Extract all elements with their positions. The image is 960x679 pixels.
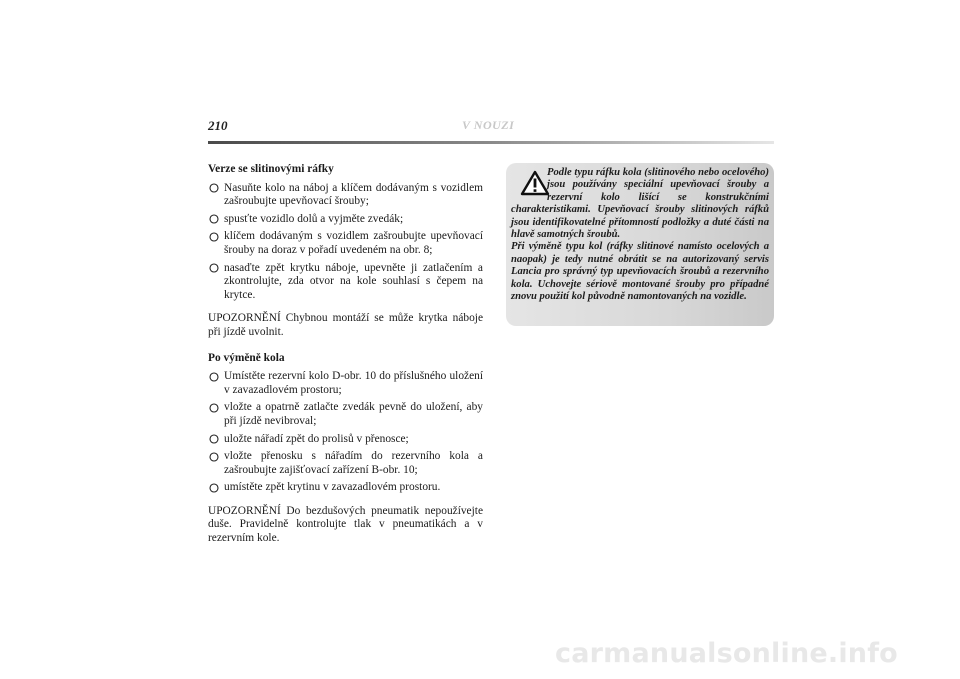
list-item — [208, 401, 483, 428]
list-item — [208, 182, 483, 209]
header-rule — [208, 141, 774, 144]
after-note: UPOZORNĚNÍ Do bezdušových pneumatik nepoužívejte duše. Pravidelně kontrolujte tlak v pneumatikách a v rezervním kole. — [208, 504, 483, 545]
circle-bullet-icon — [208, 231, 219, 242]
main-text-column — [208, 163, 483, 546]
alloy-rims-heading: Verze se slitinovými ráfky — [208, 163, 334, 175]
list-item — [208, 481, 483, 495]
list-item — [208, 450, 483, 477]
after-steps-list — [208, 370, 483, 495]
circle-bullet-icon — [208, 482, 219, 493]
page-header — [208, 116, 774, 146]
warning-box — [506, 163, 774, 326]
warning-paragraph-2: Při výměně typu kol (ráfky slitinové namísto ocelových a naopak) je tedy nutné obrátit se na autorizovaný servis Lancia pro správný typ upevňovacích šroubů a rezervního kola. Uchovejte sériově montované šrouby pro případné znovu použití kol původně namontovaných na vozidle. — [511, 241, 769, 303]
alloy-steps-list — [208, 182, 483, 303]
circle-bullet-icon — [208, 402, 219, 413]
watermark: carmanualsonline.info — [555, 638, 898, 669]
step-text: umístěte zpět krytinu v zavazadlovém prostoru. — [224, 481, 441, 494]
circle-bullet-icon — [208, 263, 219, 274]
circle-bullet-icon — [208, 183, 219, 194]
circle-bullet-icon — [208, 371, 219, 382]
circle-bullet-icon — [208, 214, 219, 225]
list-item — [208, 262, 483, 303]
page-number: 210 — [208, 118, 228, 133]
alloy-note: UPOZORNĚNÍ Chybnou montáží se může krytka náboje při jízdě uvolnit. — [208, 312, 483, 338]
section-title: V NOUZI — [462, 118, 515, 132]
step-text: Nasuňte kolo na náboj a klíčem dodávaným s vozidlem zašroubujte upevňovací šrouby; — [224, 181, 483, 208]
warning-paragraph-1: Podle typu ráfku kola (slitinového nebo ocelového) jsou používány speciální upevňovací šrouby a rezervní kolo lišící se konstrukčními charakteristikami. Upevňovací šrouby slitinových ráfků jsou identifikovatelné přítomností podložky a duté části na hlavě samotných šroubů. — [511, 167, 769, 241]
step-text: spusťte vozidlo dolů a vyjměte zvedák; — [224, 212, 404, 225]
circle-bullet-icon — [208, 451, 219, 462]
step-text: klíčem dodávaným s vozidlem zašroubujte upevňovací šrouby na doraz v pořadí uvedeném na obr. 8; — [224, 230, 483, 256]
list-item — [208, 213, 483, 227]
circle-bullet-icon — [208, 434, 219, 445]
list-item — [208, 370, 483, 397]
list-item — [208, 433, 483, 447]
list-item — [208, 230, 483, 257]
step-text: vložte přenosku s nářadím do rezervního kola a zašroubujte zajišťovací zařízení B-obr. 10; — [224, 450, 483, 476]
step-text: Umístěte rezervní kolo D-obr. 10 do příslušného uložení v zavazadlovém prostoru; — [224, 370, 483, 396]
step-text: nasaďte zpět krytku náboje, upevněte ji zatlačením a zkontrolujte, zda otvor na kole souhlasí s čepem na krytce. — [224, 261, 483, 301]
warning-text — [511, 167, 769, 303]
step-text: vložte a opatrně zatlačte zvedák pevně do uložení, aby při jízdě nevibroval; — [224, 401, 483, 427]
step-text: uložte nářadí zpět do prolisů v přenosce; — [224, 432, 409, 445]
after-change-heading: Po výměně kola — [208, 351, 285, 364]
